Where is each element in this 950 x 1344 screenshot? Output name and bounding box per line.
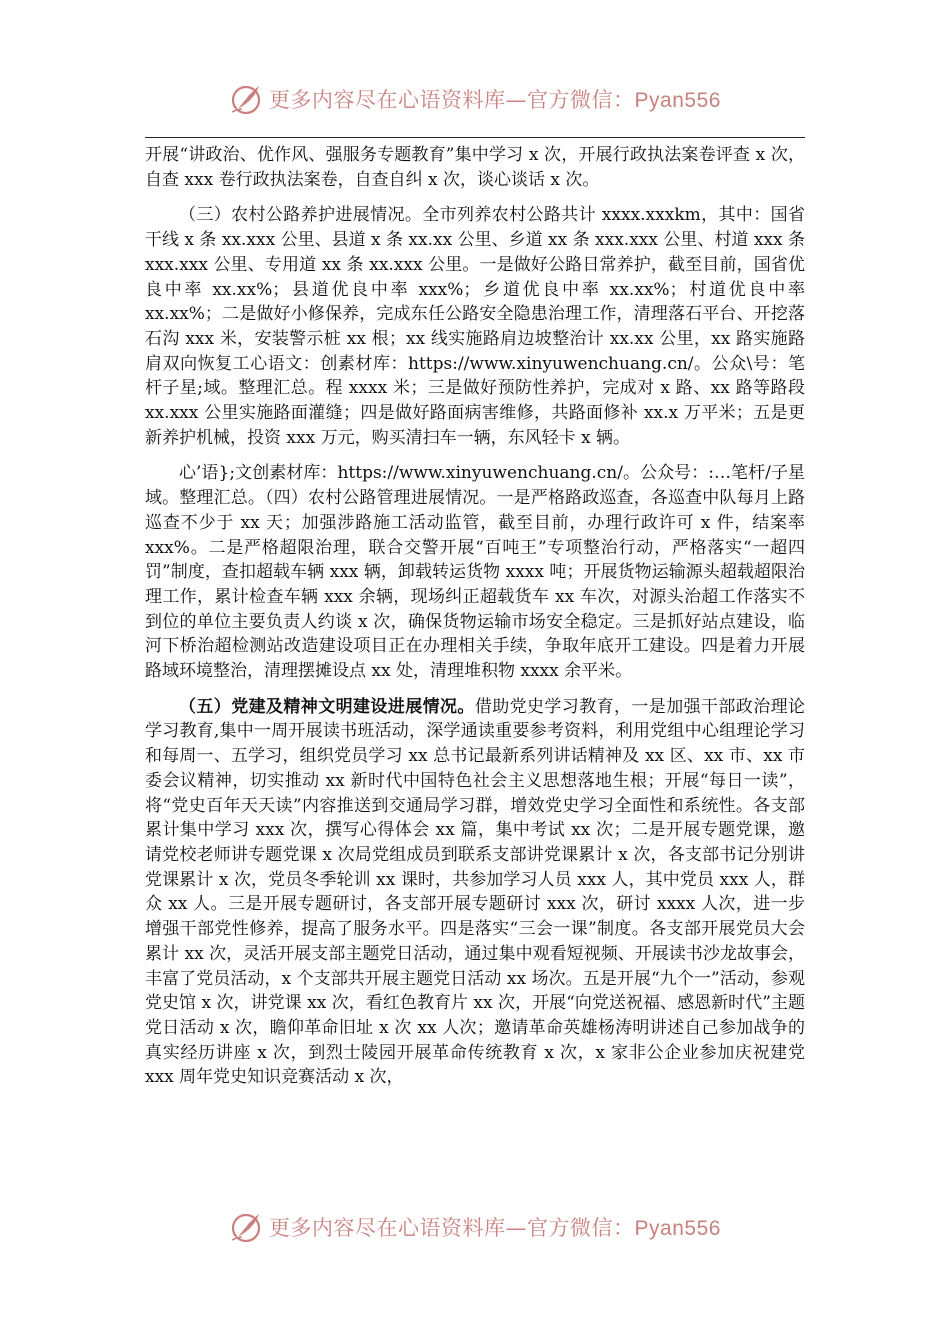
paragraph-4: （五）党建及精神文明建设进展情况。借助党史学习教育，一是加强干部政治理论学习教育,集中一周开展读书班活动，深学通读重要参考资料，利用党组中心组理论学习和每周一、五学习，组织党员学习 xx 总书记最新系列讲话精神及 xx 区、xx 市、xx 市委会议精神，切实推动 xx 新时代中国特色社会主义思想落地生根；开展“每日一读”，将“党史百年天天读”内容推送到交通局学习群，增效党史学习全面性和系统性。各支部累计集中学习 xxx 次，撰写心得体会 xx 篇，集中考试 xx 次；二是开展专题党课，邀请党校老师讲专题党课 x 次局党组成员到联系支部讲党课累计 x 次，各支部书记分别讲党课累计 x 次，党员冬季轮训 xx 课时，共参加学习人员 xxx 人，其中党员 xxx 人，群众 xx 人。三是开展专题研讨，各支部开展专题研讨 xxx 次，研讨 xxxx 人次，进一步增强干部党性修养，提高了服务水平。四是落实“三会一课”制度。各支部开展党员大会累计 xx 次，灵活开展支部主题党日活动，通过集中观看短视频、开展读书沙龙故事会，丰富了党员活动，x 个支部共开展主题党日活动 xx 场次。五是开展“九个一”活动，参观党史馆 x 次，讲党课 xx 次，看红色教育片 xx 次，开展“向党送祝福、感恩新时代”主题党日活动 x 次，瞻仰革命旧址 x 次 xx 人次；邀请革命英雄杨涛明讲述自己参加战争的真实经历讲座 x 次，到烈士陵园开展革命传统教育 x 次，x 家非公企业参加庆祝建党 xxx 周年党史知识竞赛活动 x 次， xyxy=(145,696,806,1088)
paragraph-2: （三）农村公路养护进展情况。全市列养农村公路共计 xxxx.xxxkm，其中：国省干线 x 条 xx.xxx 公里、县道 x 条 xx.xx 公里、乡道 xx 条 xxx.xxx 公里、村道 xxx 条 xxx.xxx 公里、专用道 xx 条 xx.xxx 公里。一是做好公路日常养护，截至目前，国省优良中率 xx.xx%；县道优良中率 xxx%；乡道优良中率 xx.xx%；村道优良中率 xx.xx%；二是做好小修保养，完成东任公路安全隐患治理工作，清理落石平台、开挖落石沟 xxx 米，安装警示桩 xx 根；xx 线实施路肩边坡整治计 xx.xx 公里，xx 路实施路肩双向恢复工心语文：创素材库：https://www.xinyuwenchuang.cn/。公众\号：笔杆子星;域。整理汇总。程 xxxx 米；三是做好预防性养护，完成对 x 路、xx 路等路段 xx.xxx 公里实施路面灌缝；四是做好路面病害维修，共路面修补 xx.x 万平米；五是更新养护机械，投资 xxx 万元，购买清扫车一辆，东风轻卡 x 辆。 xyxy=(145,205,805,448)
document-body xyxy=(145,143,805,1101)
wechat-id: Pyan556 xyxy=(634,1217,721,1240)
wechat-id: Pyan556 xyxy=(634,89,721,112)
header-rule xyxy=(145,137,805,138)
banner-text: 更多内容尽在心语资料库—官方微信：Pyan556 xyxy=(269,1216,721,1240)
paragraph-1: 开展“讲政治、优作风、强服务专题教育”集中学习 x 次，开展行政执法案卷评查 x 次，自查 xxx 卷行政执法案卷，自查自纠 x 次，谈心谈话 x 次。 xyxy=(145,145,805,190)
feather-pen-logo-icon xyxy=(229,1210,263,1244)
banner-text: 更多内容尽在心语资料库—官方微信：Pyan556 xyxy=(269,88,721,112)
section-heading: （五）党建及精神文明建设进展情况。 xyxy=(179,696,475,717)
header-banner xyxy=(0,82,950,116)
feather-pen-logo-icon xyxy=(229,82,263,116)
footer-banner xyxy=(0,1210,950,1244)
paragraph-3: 心’语};文创素材库：https://www.xinyuwenchuang.cn/。公众号：:…笔杆/子星域。整理汇总。（四）农村公路管理进展情况。一是严格路政巡查，各巡查中队每月上路巡查不少于 xx 天；加强涉路施工活动监管，截至目前，办理行政许可 x 件，结案率 xxx%。二是严格超限治理，联合交警开展“百吨王”专项整治行动，严格落实“一超四罚”制度，查扣超载车辆 xxx 辆，卸载转运货物 xxxx 吨；开展货物运输源头超载超限治理工作，累计检查车辆 xxx 余辆，现场纠正超载货车 xx 车次，对源头治超工作落实不到位的单位主要负责人约谈 x 次，确保货物运输市场安全稳定。三是抓好站点建设，临河下桥治超检测站改造建设项目正在办理相关手续，争取年底开工建设。四是着力开展路域环境整治，清理摆摊设点 xx 处，清理堆积物 xxxx 余平米。 xyxy=(145,463,805,682)
